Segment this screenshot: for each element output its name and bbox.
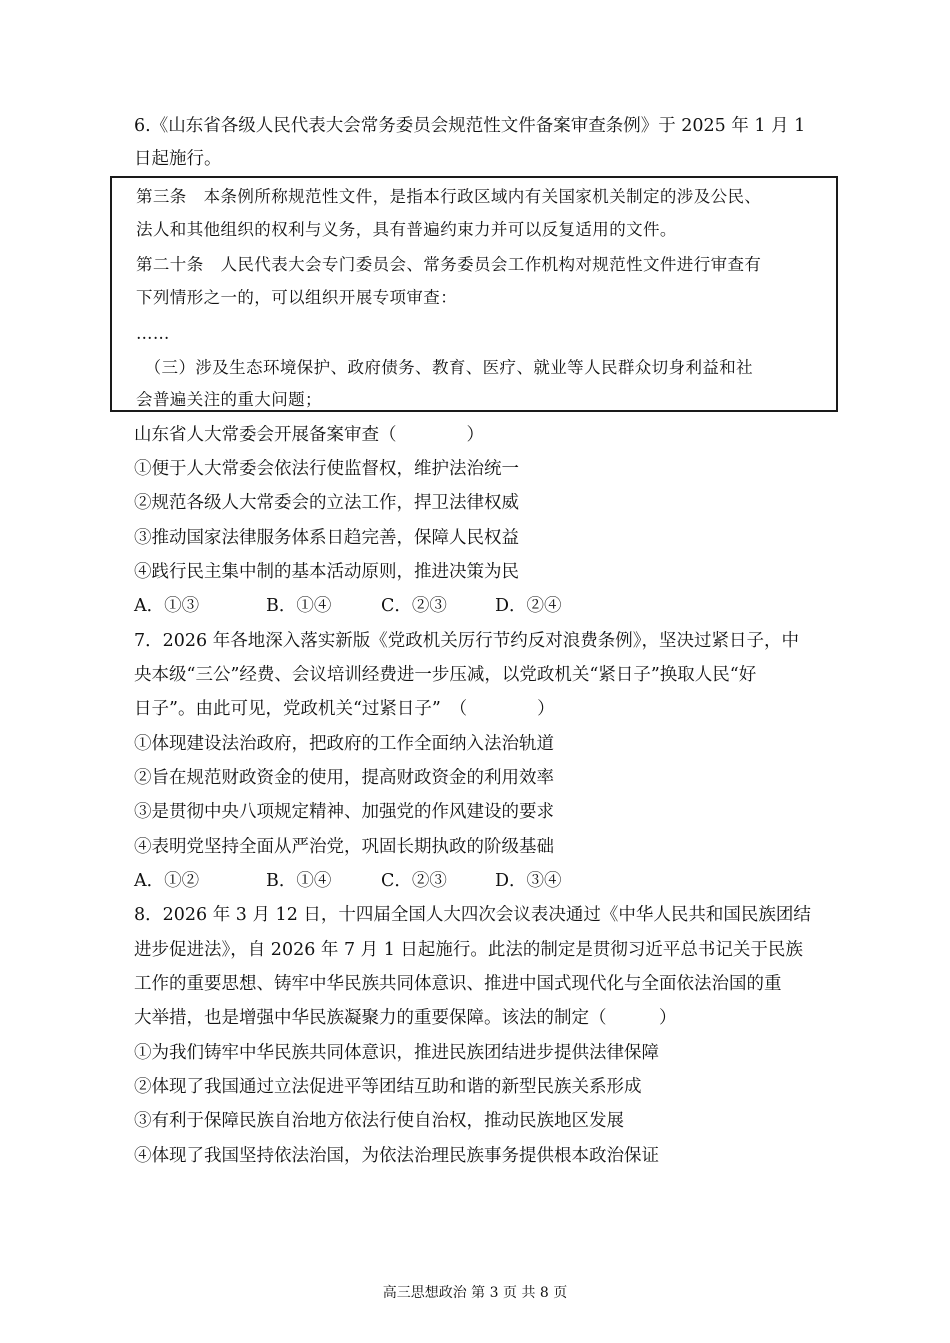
box-line-7: 会普遍关注的重大问题； [136, 390, 322, 409]
q6-option-a: A．①③ [134, 596, 200, 616]
q6-option-b: B．①④ [266, 596, 332, 616]
box-line-5: …… [136, 324, 170, 343]
q7-item-4: ④表明党坚持全面从严治党，巩固长期执政的阶级基础 [134, 837, 554, 857]
q7-option-c: C．②③ [381, 871, 447, 891]
q6-stem-line-1: 6.《山东省各级人民代表大会常务委员会规范性文件备案审查条例》于 2025 年 1 月 1 [134, 116, 806, 136]
box-line-3: 第二十条 人民代表大会专门委员会、常务委员会工作机构对规范性文件进行审查有 [136, 255, 762, 274]
q8-item-4: ④体现了我国坚持依法治国，为依法治理民族事务提供根本政治保证 [134, 1146, 659, 1166]
q6-question: 山东省人大常委会开展备案审查（ ） [134, 425, 484, 445]
box-line-4: 下列情形之一的，可以组织开展专项审查： [136, 288, 458, 307]
q7-stem-line-2: 央本级“三公”经费、会议培训经费进一步压减，以党政机关“紧日子”换取人民“好 [134, 665, 757, 685]
q6-item-3: ③推动国家法律服务体系日趋完善，保障人民权益 [134, 528, 519, 548]
q7-item-2: ②旨在规范财政资金的使用，提高财政资金的利用效率 [134, 768, 554, 788]
box-line-6: （三）涉及生态环境保护、政府债务、教育、医疗、就业等人民群众切身利益和社 [136, 358, 754, 377]
q6-option-c: C．②③ [381, 596, 447, 616]
q8-stem-line-2: 进步促进法》，自 2026 年 7 月 1 日起施行。此法的制定是贯彻习近平总书记关于民族 [134, 940, 803, 960]
q6-item-2: ②规范各级人大常委会的立法工作，捍卫法律权威 [134, 493, 519, 513]
q7-stem-line-3: 日子”。由此可见，党政机关“过紧日子” （ ） [134, 699, 555, 719]
q7-item-1: ①体现建设法治政府，把政府的工作全面纳入法治轨道 [134, 734, 554, 754]
q7-option-d: D．③④ [495, 871, 562, 891]
q8-item-2: ②体现了我国通过立法促进平等团结互助和谐的新型民族关系形成 [134, 1077, 642, 1097]
q8-stem-line-4: 大举措，也是增强中华民族凝聚力的重要保障。该法的制定（ ） [134, 1008, 677, 1028]
q6-item-4: ④践行民主集中制的基本活动原则，推进决策为民 [134, 562, 519, 582]
q7-option-b: B．①④ [266, 871, 332, 891]
box-line-1: 第三条 本条例所称规范性文件，是指本行政区域内有关国家机关制定的涉及公民、 [136, 187, 762, 206]
q7-item-3: ③是贯彻中央八项规定精神、加强党的作风建设的要求 [134, 802, 554, 822]
q6-material-box [110, 176, 838, 412]
q8-stem-line-3: 工作的重要思想、铸牢中华民族共同体意识、推进中国式现代化与全面依法治国的重 [134, 974, 782, 994]
box-line-2: 法人和其他组织的权利与义务，具有普遍约束力并可以反复适用的文件。 [136, 220, 677, 239]
q7-stem-line-1: 7．2026 年各地深入落实新版《党政机关厉行节约反对浪费条例》，坚决过紧日子，中 [134, 631, 799, 651]
q6-option-d: D．②④ [495, 596, 562, 616]
q7-option-a: A．①② [134, 871, 200, 891]
q6-stem-line-2: 日起施行。 [134, 149, 222, 169]
q6-item-1: ①便于人大常委会依法行使监督权，维护法治统一 [134, 459, 519, 479]
q8-stem-line-1: 8．2026 年 3 月 12 日，十四届全国人大四次会议表决通过《中华人民共和国民族团结 [134, 905, 811, 925]
page-footer: 高三思想政治 第 3 页 共 8 页 [382, 1285, 568, 1301]
q8-item-3: ③有利于保障民族自治地方依法行使自治权，推动民族地区发展 [134, 1111, 624, 1131]
q8-item-1: ①为我们铸牢中华民族共同体意识，推进民族团结进步提供法律保障 [134, 1043, 659, 1063]
